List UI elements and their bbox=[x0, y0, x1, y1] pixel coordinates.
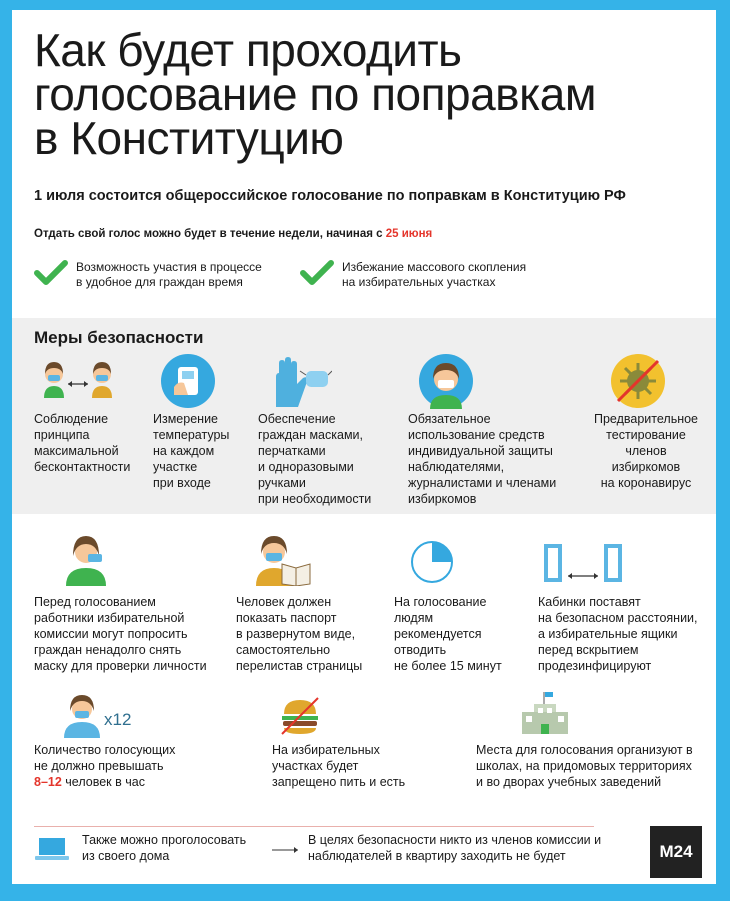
text-line: Места для голосования организуют в bbox=[476, 743, 693, 757]
voting-booths-icon bbox=[542, 542, 624, 584]
text-line: температуры bbox=[153, 428, 230, 442]
text-line bbox=[34, 774, 175, 790]
text-line: перчатками bbox=[258, 444, 326, 458]
clock-icon bbox=[410, 540, 454, 584]
footer-divider bbox=[34, 826, 594, 827]
voters-per-hour bbox=[34, 742, 175, 790]
text-line: бесконтактности bbox=[34, 460, 131, 474]
text-line: из своего дома bbox=[82, 849, 170, 863]
text-line: не должно превышать bbox=[34, 759, 164, 773]
page-title bbox=[34, 24, 714, 164]
text-line: и во дворах учебных заведений bbox=[476, 775, 662, 789]
voter-icon bbox=[62, 694, 102, 738]
text-line: рекомендуется bbox=[394, 627, 482, 641]
text-line: на безопасном расстоянии, bbox=[538, 611, 698, 625]
procedure-mask-removal bbox=[34, 594, 207, 674]
apartment-note-text bbox=[308, 832, 601, 864]
text-line: в развернутом виде, bbox=[236, 627, 356, 641]
text-line: ручками bbox=[258, 476, 306, 490]
home-voting-text bbox=[82, 832, 246, 864]
infographic-page bbox=[12, 10, 716, 884]
m24-logo: M24 bbox=[650, 826, 702, 878]
text-line: индивидуальной защиты bbox=[408, 444, 553, 458]
text-line: показать паспорт bbox=[236, 611, 337, 625]
note-date: 25 июня bbox=[385, 228, 433, 240]
text-line: тестирование bbox=[606, 428, 686, 442]
text-line: и одноразовыми bbox=[258, 460, 354, 474]
safety-title: Меры безопасности bbox=[34, 328, 204, 347]
safety-item-ppe bbox=[408, 411, 556, 507]
voters-suffix: человек в час bbox=[61, 775, 145, 789]
text-line: перед вскрытием bbox=[538, 643, 639, 657]
text-line: На голосование bbox=[394, 595, 487, 609]
voters-range: 8–12 bbox=[34, 775, 62, 789]
safety-item-testing bbox=[590, 411, 702, 491]
virus-crossed-icon bbox=[610, 353, 666, 409]
text-line: при необходимости bbox=[258, 492, 372, 506]
procedure-passport bbox=[236, 594, 362, 674]
text-line: Человек должен bbox=[236, 595, 332, 609]
text-line: принципа bbox=[34, 428, 90, 442]
arrow-right-icon bbox=[272, 846, 302, 854]
text-line: школах, на придомовых территориях bbox=[476, 759, 692, 773]
safety-item-contactless bbox=[34, 411, 130, 475]
checkmark-icon bbox=[300, 260, 334, 286]
text-line: отводить bbox=[394, 643, 447, 657]
passport-person-icon bbox=[256, 534, 312, 586]
text-line: граждан ненадолго снять bbox=[34, 643, 182, 657]
checkmark-icon bbox=[34, 260, 68, 286]
gloves-masks-icon bbox=[268, 353, 332, 409]
text-line: наблюдателей в квартиру заходить не будет bbox=[308, 849, 566, 863]
laptop-icon bbox=[34, 836, 70, 862]
text-line: Возможность участия в процессе bbox=[76, 260, 262, 274]
text-line: максимальной bbox=[34, 444, 119, 458]
procedure-time bbox=[394, 594, 502, 674]
title-line: голосование по поправкам bbox=[34, 68, 596, 120]
text-line: избиркомов bbox=[611, 460, 681, 474]
safety-item-masks bbox=[258, 411, 371, 507]
benefit-item bbox=[34, 260, 262, 290]
safety-item-temperature bbox=[153, 411, 229, 491]
benefit-item bbox=[300, 260, 526, 290]
text-line: наблюдателями, bbox=[408, 460, 505, 474]
text-line: членов bbox=[625, 444, 667, 458]
text-line: Кабинки поставят bbox=[538, 595, 641, 609]
text-line: на коронавирус bbox=[600, 476, 692, 490]
text-line: Также можно проголосовать bbox=[82, 833, 247, 847]
text-line: избиркомов bbox=[408, 492, 477, 506]
text-line: запрещено пить и есть bbox=[272, 775, 406, 789]
text-line: продезинфицируют bbox=[538, 659, 652, 673]
text-line: людям bbox=[394, 611, 434, 625]
title-line: Как будет проходить bbox=[34, 24, 462, 76]
procedure-booths bbox=[538, 594, 698, 674]
voter-multiplier: x12 bbox=[104, 710, 132, 729]
text-line: Предварительное bbox=[593, 412, 699, 426]
text-line: на избирательных участках bbox=[342, 275, 496, 289]
no-food-icon bbox=[278, 696, 322, 736]
text-line: Соблюдение bbox=[34, 412, 109, 426]
text-line: участках будет bbox=[272, 759, 359, 773]
benefit-text bbox=[342, 260, 526, 290]
text-line: участке bbox=[153, 460, 198, 474]
title-line: в Конституцию bbox=[34, 112, 344, 164]
text-line: Обязательное bbox=[408, 412, 491, 426]
note-text: Отдать свой голос можно будет в течение недели, начиная с bbox=[34, 228, 386, 240]
masked-person-icon bbox=[418, 353, 474, 409]
text-line: при входе bbox=[153, 476, 211, 490]
locations-text bbox=[476, 742, 693, 790]
voting-period-note bbox=[34, 228, 432, 240]
text-line: журналистами и членами bbox=[408, 476, 557, 490]
school-building-icon bbox=[520, 690, 570, 736]
text-line: перелистав страницы bbox=[236, 659, 363, 673]
text-line: не более 15 минут bbox=[394, 659, 502, 673]
text-line: работники избирательной bbox=[34, 611, 185, 625]
text-line: использование средств bbox=[408, 428, 545, 442]
text-line: граждан масками, bbox=[258, 428, 363, 442]
text-line: самостоятельно bbox=[236, 643, 331, 657]
subtitle: 1 июля состоится общероссийское голосование по поправкам в Конституцию РФ bbox=[34, 188, 626, 204]
text-line: в удобное для граждан время bbox=[76, 275, 243, 289]
text-line: Количество голосующих bbox=[34, 743, 176, 757]
no-food-text bbox=[272, 742, 405, 790]
text-line: Обеспечение bbox=[258, 412, 336, 426]
thermometer-icon bbox=[160, 353, 216, 409]
text-line: на каждом bbox=[153, 444, 215, 458]
benefit-text bbox=[76, 260, 262, 290]
text-line: Измерение bbox=[153, 412, 219, 426]
text-line: а избирательные ящики bbox=[538, 627, 678, 641]
text-line: На избирательных bbox=[272, 743, 380, 757]
worker-mask-icon bbox=[64, 534, 108, 586]
text-line: комиссии могут попросить bbox=[34, 627, 188, 641]
text-line: маску для проверки личности bbox=[34, 659, 207, 673]
distance-people-icon bbox=[42, 358, 114, 398]
text-line: Перед голосованием bbox=[34, 595, 156, 609]
text-line: Избежание массового скопления bbox=[342, 260, 527, 274]
text-line: В целях безопасности никто из членов комиссии и bbox=[308, 833, 602, 847]
